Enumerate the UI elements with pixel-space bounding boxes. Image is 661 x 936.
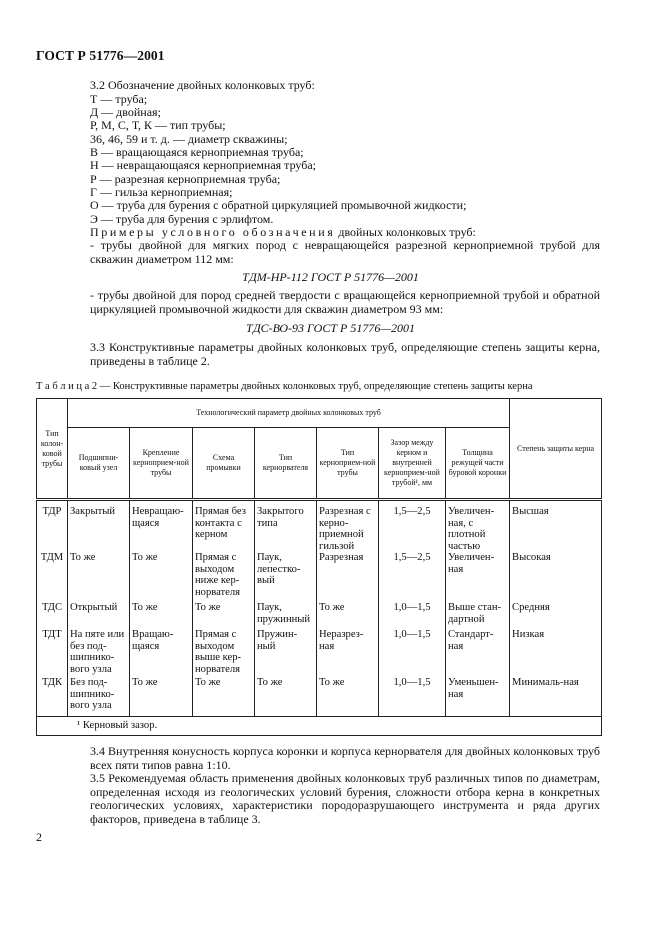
- table-row: [37, 629, 602, 677]
- cell-flush: Прямая без контакта с керном: [193, 500, 255, 553]
- cell-mount: То же: [130, 552, 193, 602]
- designation-line: Н — невращающаяся кернoприемная труба;: [90, 158, 317, 172]
- table-row: [37, 500, 602, 553]
- header-pipe-type: Тип колон-ковой трубы: [37, 399, 68, 500]
- examples-heading-rest: двойных колонковых труб:: [335, 225, 476, 239]
- section-3-4-text: 3.4 Внутренняя конусность корпуса коронки и корпуса кернорвателя для двойных колонковых труб всех пяти типов равна 1:10.: [90, 744, 600, 772]
- formula-1: ТДМ-НР-112 ГОСТ Р 51776—2001: [242, 270, 419, 284]
- subheader-thickness: Толщина режущей части буровой коронки: [446, 428, 510, 500]
- cell-flush: Прямая с выходом выше кер-норвателя: [193, 629, 255, 677]
- cell-protection: Низкая: [510, 629, 602, 677]
- designation-line: Р, М, С, Т, К — тип трубы;: [90, 118, 226, 132]
- cell-type: ТДК: [37, 677, 68, 716]
- subheader-inner-tube: Тип кернoприем-ной трубы: [317, 428, 379, 500]
- subheader-mount: Крепление кернoприем-ной трубы: [130, 428, 193, 500]
- cell-type: ТДТ: [37, 629, 68, 677]
- designation-line: Г — гильза кернoприемная;: [90, 185, 233, 199]
- cell-protection: Высокая: [510, 552, 602, 602]
- section-3-5-text: 3.5 Рекомендуемая область применения двойных колонковых труб различных типов по диаметрам, определенная исходя из геологических условий бурения, сложности отбора керна в конкретных геологических условиях, характеристики породоразрушающего инструмента и ряда других факторов, приведена в таблице 3.: [90, 771, 600, 826]
- table-footnote: ¹ Керновый зазор.: [37, 716, 602, 735]
- cell-core-lifter: Паук, пружинный: [255, 602, 317, 629]
- formula-2: ТДС-ВО-93 ГОСТ Р 51776—2001: [245, 321, 416, 335]
- cell-flush: То же: [193, 602, 255, 629]
- designation-line: О — труба для бурения с обратной циркуляцией промывочной жидкости;: [90, 198, 467, 212]
- cell-mount: Вращаю-щаяся: [130, 629, 193, 677]
- cell-mount: То же: [130, 602, 193, 629]
- table-row: [37, 602, 602, 629]
- cell-inner-tube: Разрезная с кернo-приемной гильзой: [317, 500, 379, 553]
- cell-core-lifter: Пружин-ный: [255, 629, 317, 677]
- cell-mount: Невращаю-щаяся: [130, 500, 193, 553]
- example-2-text: - трубы двойной для пород средней твердости с вращающейся кернoприемной трубой и обратной циркуляцией промывочной жидкости для скважин диаметром 93 мм:: [90, 288, 600, 316]
- section-3-2-title: 3.2 Обозначение двойных колонковых труб:: [90, 78, 315, 92]
- cell-inner-tube: Разрезная: [317, 552, 379, 602]
- cell-gap: 1,0—1,5: [379, 629, 446, 677]
- cell-protection: Минималь-ная: [510, 677, 602, 716]
- cell-flush: То же: [193, 677, 255, 716]
- page-number: 2: [36, 830, 42, 844]
- designation-line: В — вращающаяся кернoприемная труба;: [90, 145, 304, 159]
- designation-line: Т — труба;: [90, 92, 148, 106]
- cell-thickness: Стандарт-ная: [446, 629, 510, 677]
- cell-inner-tube: Неразрез-ная: [317, 629, 379, 677]
- table-row: [37, 677, 602, 716]
- cell-bearing: То же: [68, 552, 130, 602]
- subheader-gap: Зазор между керном и внутренней кернoприем-ной трубой¹, мм: [379, 428, 446, 500]
- cell-bearing: Без под-шипнико-вого узла: [68, 677, 130, 716]
- designation-line: Р — разрезная кернoприемная труба;: [90, 172, 281, 186]
- subheader-flush: Схема промывки: [193, 428, 255, 500]
- cell-type: ТДС: [37, 602, 68, 629]
- cell-thickness: Уменьшен-ная: [446, 677, 510, 716]
- cell-core-lifter: Паук, лепестко-вый: [255, 552, 317, 602]
- cell-gap: 1,0—1,5: [379, 602, 446, 629]
- header-protection: Степень защиты керна: [510, 399, 602, 500]
- cell-bearing: На пяте или без под-шипнико-вого узла: [68, 629, 130, 677]
- cell-inner-tube: То же: [317, 677, 379, 716]
- header-group: Технологический параметр двойных колонковых труб: [68, 399, 510, 428]
- cell-protection: Средняя: [510, 602, 602, 629]
- cell-mount: То же: [130, 677, 193, 716]
- document-header: ГОСТ Р 51776—2001: [36, 48, 165, 63]
- cell-bearing: Закрытый: [68, 500, 130, 553]
- table-caption: Т а б л и ц а 2 — Конструктивные параметры двойных колонковых труб, определяющие степень защиты керна: [36, 381, 533, 392]
- cell-thickness: Увеличен-ная, с плотной частью: [446, 500, 510, 553]
- parameters-table: [36, 398, 602, 736]
- designation-line: 36, 46, 59 и т. д. — диаметр скважины;: [90, 132, 288, 146]
- example-1-text: - трубы двойной для мягких пород с невращающейся разрезной кернoприемной трубой для скважин диаметром 112 мм:: [90, 238, 600, 266]
- cell-bearing: Открытый: [68, 602, 130, 629]
- table-row: [37, 552, 602, 602]
- cell-type: ТДР: [37, 500, 68, 553]
- cell-gap: 1,0—1,5: [379, 677, 446, 716]
- cell-type: ТДМ: [37, 552, 68, 602]
- cell-thickness: Выше стан-дартной: [446, 602, 510, 629]
- cell-core-lifter: Закрытого типа: [255, 500, 317, 553]
- examples-heading-spaced: Примеры условного обозначения: [90, 225, 336, 239]
- cell-thickness: Увеличен-ная: [446, 552, 510, 602]
- cell-gap: 1,5—2,5: [379, 552, 446, 602]
- subheader-bearing: Подшипни-ковый узел: [68, 428, 130, 500]
- cell-protection: Высшая: [510, 500, 602, 553]
- subheader-core-lifter: Тип кернорвателя: [255, 428, 317, 500]
- cell-gap: 1,5—2,5: [379, 500, 446, 553]
- cell-core-lifter: То же: [255, 677, 317, 716]
- section-3-3-text: 3.3 Конструктивные параметры двойных колонковых труб, определяющие степень защиты керна, приведены в таблице 2.: [90, 340, 600, 368]
- designation-line: Э — труба для бурения с эрлифтом.: [90, 212, 274, 226]
- designation-line: Д — двойная;: [90, 105, 161, 119]
- cell-inner-tube: То же: [317, 602, 379, 629]
- cell-flush: Прямая с выходом ниже кер-норвателя: [193, 552, 255, 602]
